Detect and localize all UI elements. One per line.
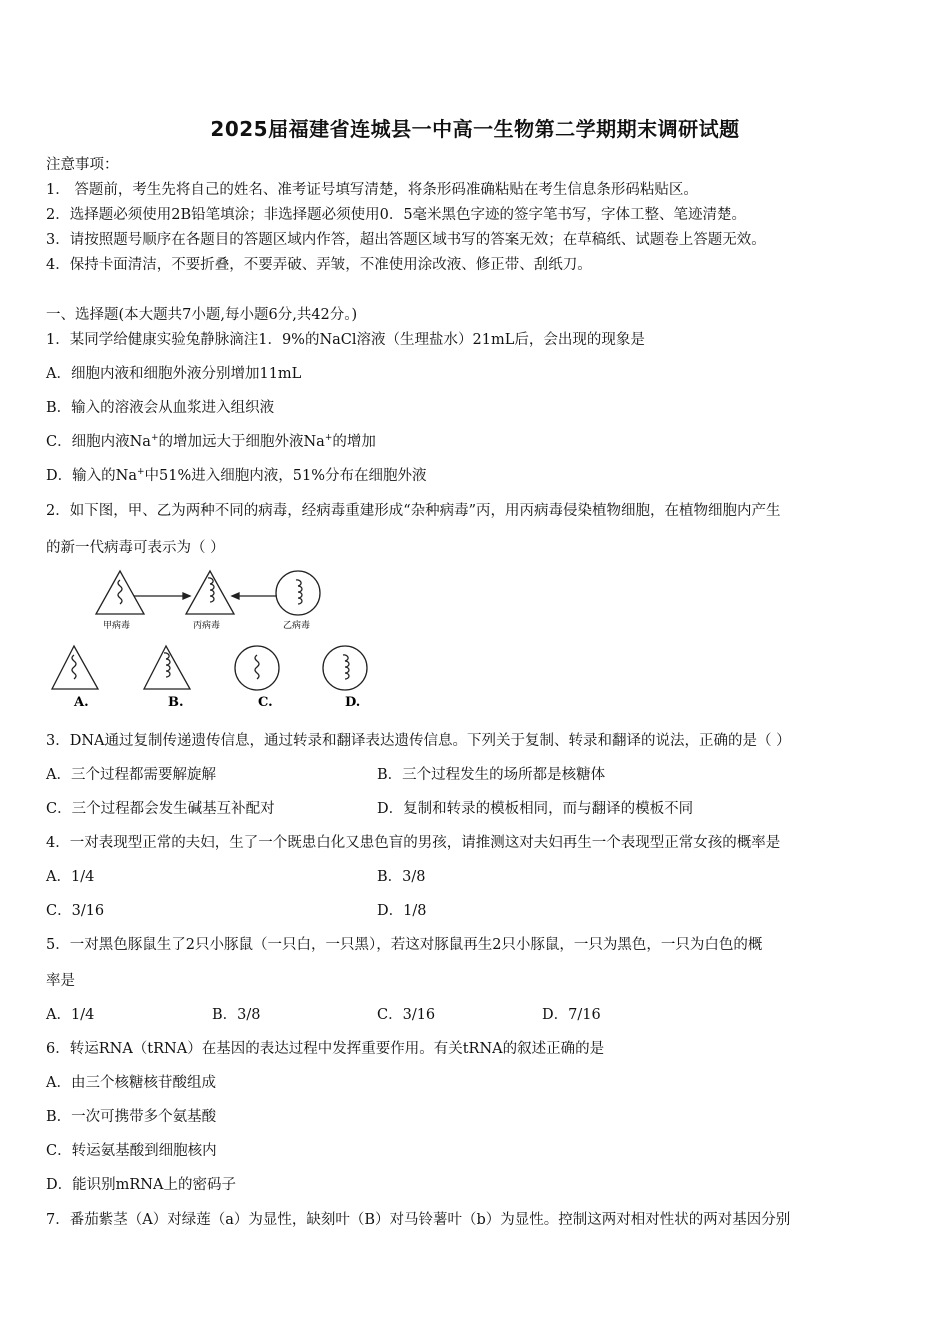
q6-option-a: A．由三个核糖核苷酸组成 bbox=[46, 1075, 216, 1091]
arrow-head-1 bbox=[183, 593, 190, 599]
option-c-shape bbox=[235, 646, 279, 690]
q5-option-c: C．3/16 bbox=[377, 1007, 436, 1023]
q4-option-c: C．3/16 bbox=[46, 903, 105, 919]
yi-rna-coil bbox=[296, 580, 302, 604]
q4-option-a: A．1/4 bbox=[46, 869, 95, 885]
fig-label-a: A. bbox=[74, 695, 89, 710]
option-d-shape bbox=[323, 646, 367, 690]
virus-figure bbox=[46, 566, 386, 711]
q4-stem: 4．一对表现型正常的夫妇，生了一个既患白化又患色盲的男孩，请推测这对夫妇再生一个表现型正常女孩的概率是 bbox=[46, 835, 781, 851]
q3-option-b: B．三个过程发生的场所都是核糖体 bbox=[377, 767, 606, 783]
q5-stem-line2: 率是 bbox=[46, 973, 75, 989]
fig-label-b: B. bbox=[168, 695, 184, 710]
notes-header: 注意事项： bbox=[46, 157, 119, 173]
q5-stem-line1: 5．一对黑色豚鼠生了2只小豚鼠（一只白，一只黑），若这对豚鼠再生2只小豚鼠，一只为黑色，一只为白色的概 bbox=[46, 937, 763, 953]
q1-stem: 1．某同学给健康实验兔静脉滴注1．9%的NaCl溶液（生理盐水）21mL后，会出现的现象是 bbox=[46, 332, 645, 348]
q1-option-d: D．输入的Na+中51%进入细胞内液，51%分布在细胞外液 bbox=[46, 467, 427, 484]
note-item-1: 1． 答题前，考生先将自己的姓名、准考证号填写清楚，将条形码准确粘贴在考生信息条形码粘贴区。 bbox=[46, 182, 698, 198]
option-a-coil bbox=[72, 655, 76, 679]
q5-option-a: A．1/4 bbox=[46, 1007, 95, 1023]
note-item-3: 3．请按照题号顺序在各题目的答题区域内作答，超出答题区域书写的答案无效；在草稿纸、试题卷上答题无效。 bbox=[46, 232, 766, 248]
section-heading: 一、选择题(本大题共7小题,每小题6分,共42分。) bbox=[46, 307, 358, 323]
page-title: 2025届福建省连城县一中高一生物第二学期期末调研试题 bbox=[210, 117, 740, 141]
q6-option-d: D．能识别mRNA上的密码子 bbox=[46, 1177, 236, 1193]
q4-option-d: D．1/8 bbox=[377, 903, 427, 919]
q3-stem: 3．DNA通过复制传递遗传信息，通过转录和翻译表达遗传信息。下列关于复制、转录和翻译的说法，正确的是（ ） bbox=[46, 733, 791, 749]
q2-stem-line2: 的新一代病毒可表示为（ ） bbox=[46, 540, 225, 556]
option-c-coil bbox=[255, 655, 259, 679]
jia-rna-coil bbox=[118, 580, 122, 604]
q5-option-d: D．7/16 bbox=[542, 1007, 601, 1023]
q1-option-c: C．细胞内液Na+的增加远大于细胞外液Na+的增加 bbox=[46, 433, 376, 450]
label-bing: 丙病毒 bbox=[193, 621, 221, 631]
fig-label-d: D. bbox=[345, 695, 361, 710]
fig-label-c: C. bbox=[258, 695, 273, 710]
q7-stem: 7．番茄紫茎（A）对绿莲（a）为显性，缺刻叶（B）对马铃薯叶（b）为显性。控制这两对相对性状的两对基因分别 bbox=[46, 1212, 791, 1228]
q5-option-b: B．3/8 bbox=[212, 1007, 261, 1023]
q3-option-d: D．复制和转录的模板相同，而与翻译的模板不同 bbox=[377, 801, 694, 817]
option-a-shape bbox=[52, 646, 98, 689]
note-item-2: 2．选择题必须使用2B铅笔填涂；非选择题必须使用0．5毫米黑色字迹的签字笔书写，字体工整、笔迹清楚。 bbox=[46, 207, 747, 223]
q3-option-a: A．三个过程都需要解旋解 bbox=[46, 767, 216, 783]
yi-virus-shape bbox=[276, 571, 320, 615]
q3-option-c: C．三个过程都会发生碱基互补配对 bbox=[46, 801, 275, 817]
q6-option-c: C．转运氨基酸到细胞核内 bbox=[46, 1143, 217, 1159]
note-item-4: 4．保持卡面清洁，不要折叠，不要弄破、弄皱，不准使用涂改液、修正带、刮纸刀。 bbox=[46, 257, 592, 273]
q4-option-b: B．3/8 bbox=[377, 869, 426, 885]
q1-option-b: B．输入的溶液会从血浆进入组织液 bbox=[46, 400, 275, 416]
label-yi: 乙病毒 bbox=[283, 621, 311, 631]
label-jia: 甲病毒 bbox=[103, 621, 131, 631]
q2-stem-line1: 2．如下图，甲、乙为两种不同的病毒，经病毒重建形成“杂种病毒”丙，用丙病毒侵染植物细胞，在植物细胞内产生 bbox=[46, 503, 781, 519]
option-b-coil bbox=[164, 653, 170, 677]
arrow-head-2 bbox=[232, 593, 239, 599]
q6-option-b: B．一次可携带多个氨基酸 bbox=[46, 1109, 217, 1125]
bing-rna-coil bbox=[208, 578, 214, 602]
q1-option-a: A．细胞内液和细胞外液分别增加11mL bbox=[46, 366, 302, 382]
option-d-coil bbox=[343, 655, 349, 679]
q6-stem: 6．转运RNA（tRNA）在基因的表达过程中发挥重要作用。有关tRNA的叙述正确的是 bbox=[46, 1041, 605, 1057]
